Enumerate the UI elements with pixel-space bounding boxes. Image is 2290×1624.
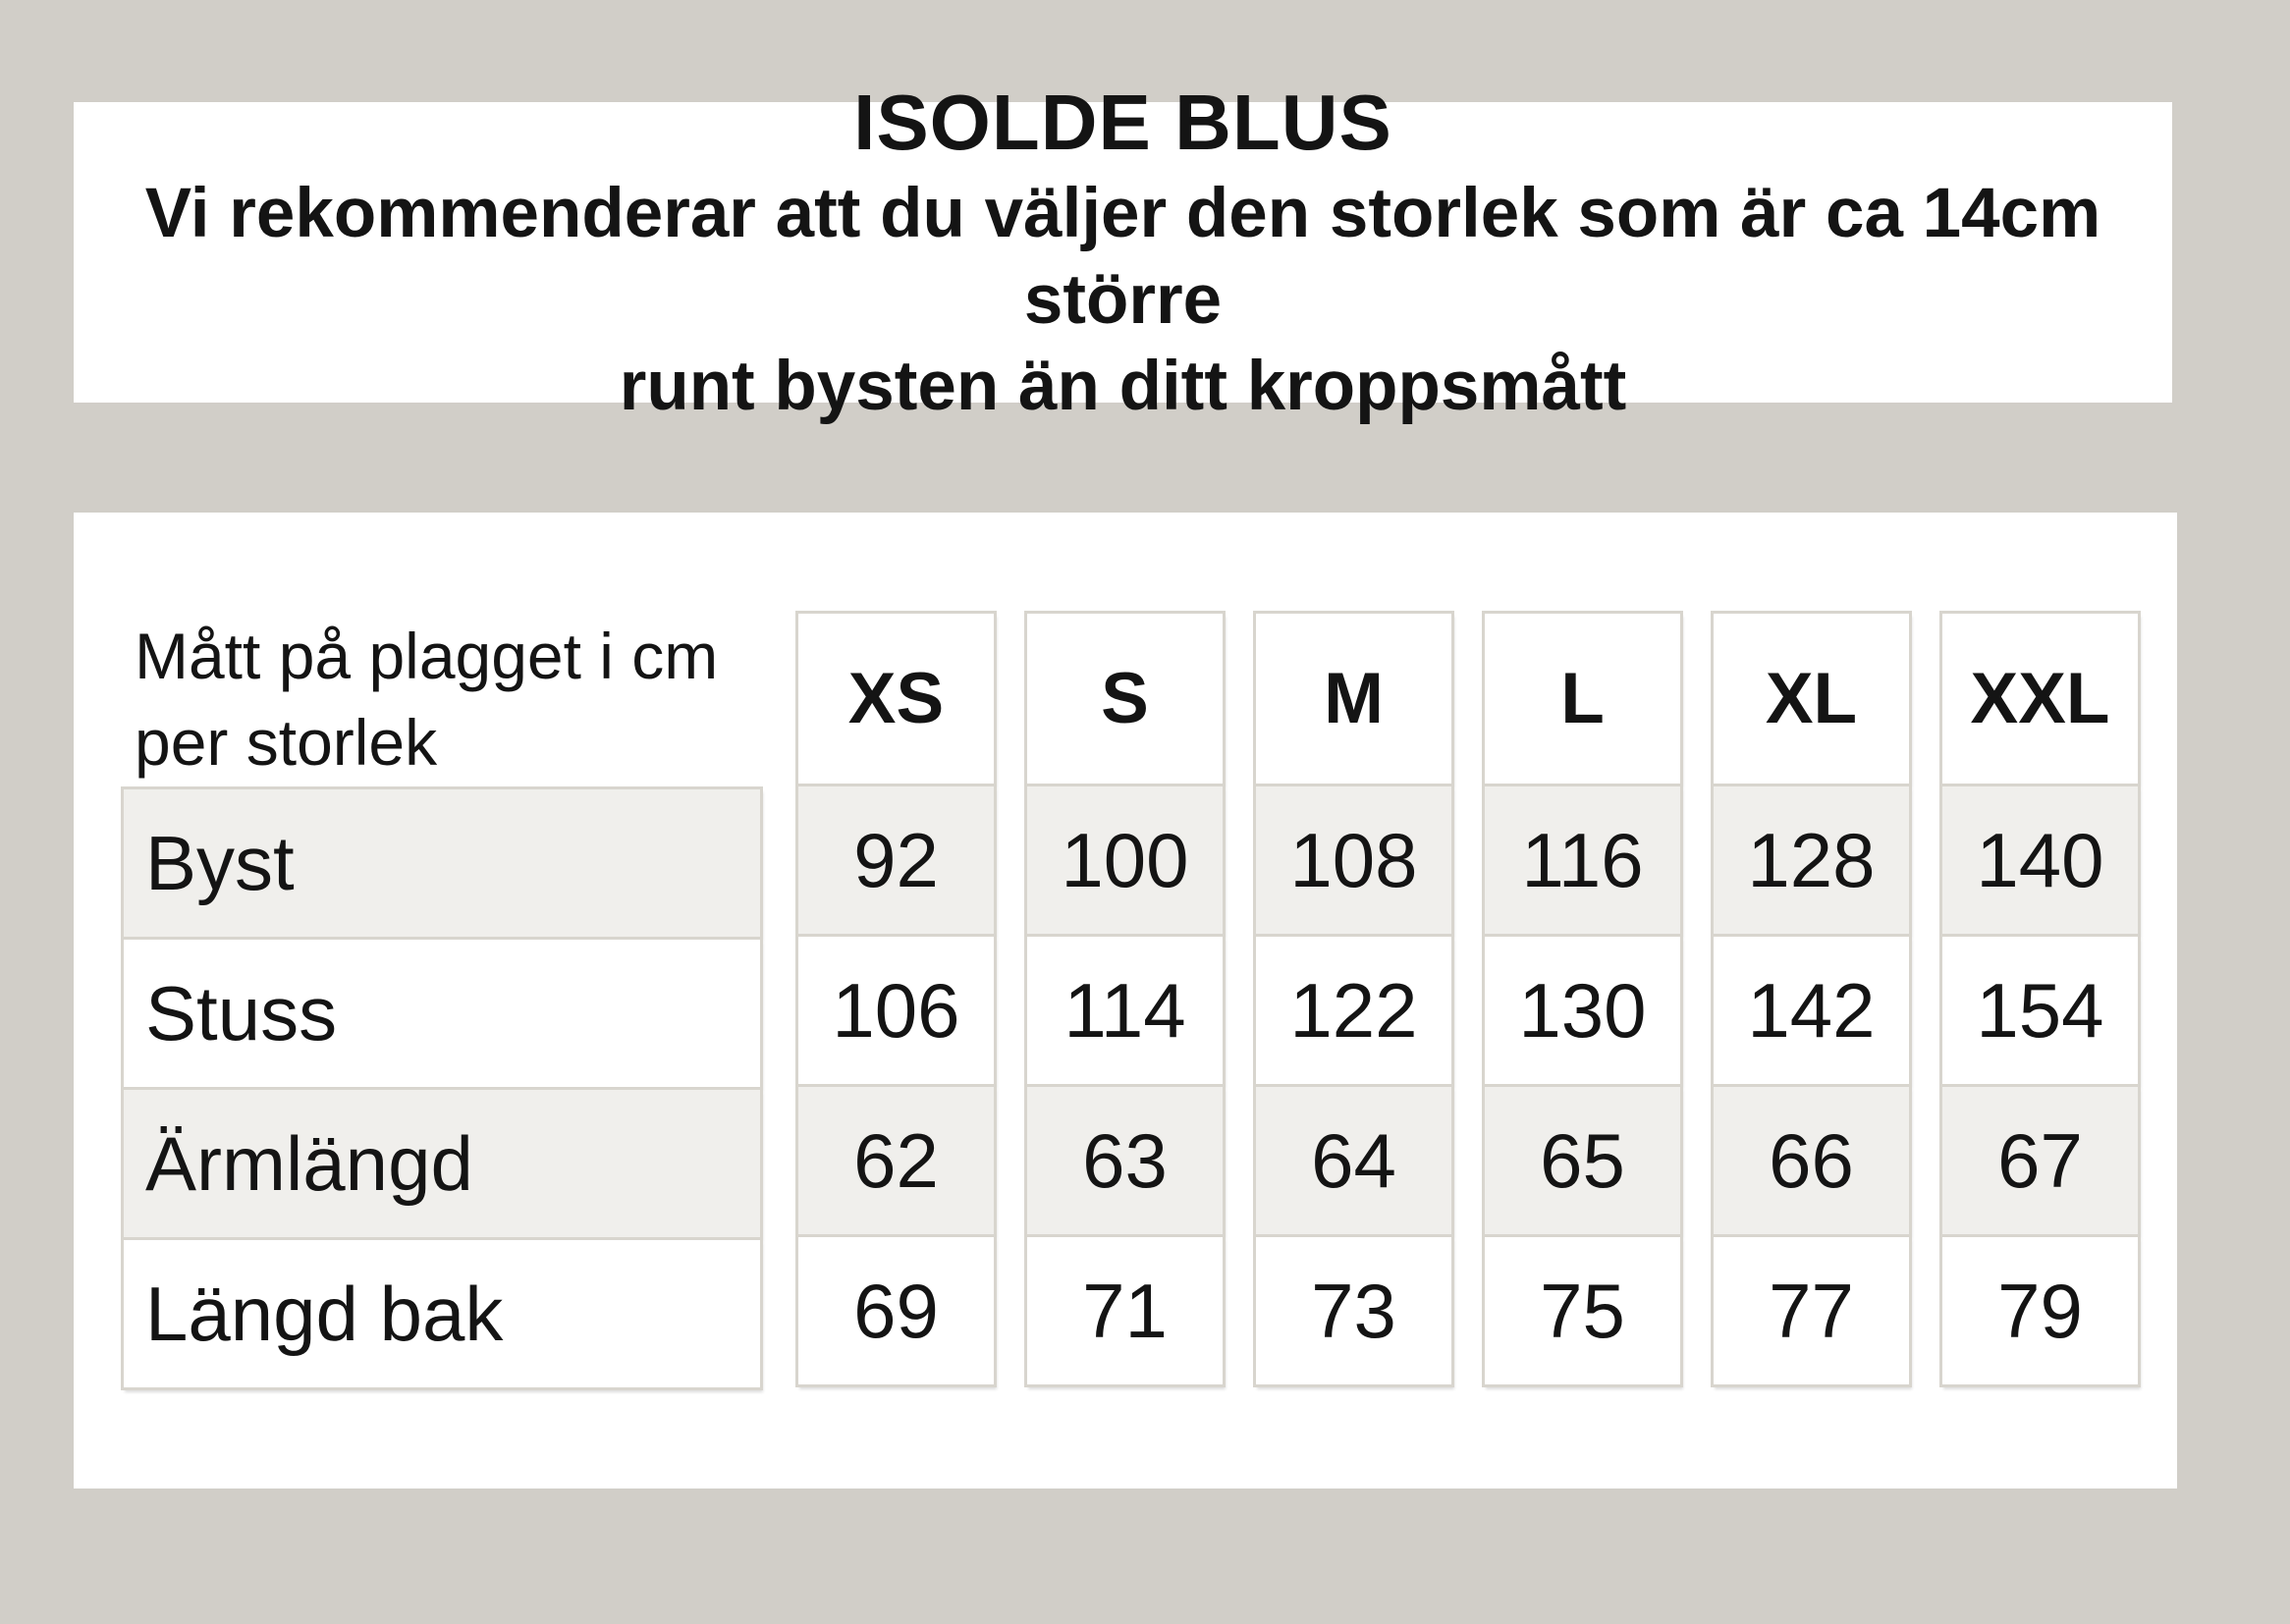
- value-armlangd-s: 63: [1024, 1084, 1226, 1237]
- size-column-xxl: [1939, 611, 2141, 1387]
- value-langd-bak-m: 73: [1253, 1234, 1454, 1387]
- value-byst-s: 100: [1024, 784, 1226, 937]
- value-byst-m: 108: [1253, 784, 1454, 937]
- size-column-xs: [795, 611, 997, 1387]
- value-armlangd-m: 64: [1253, 1084, 1454, 1237]
- value-armlangd-xl: 66: [1711, 1084, 1912, 1237]
- value-armlangd-xxl: 67: [1939, 1084, 2141, 1237]
- value-stuss-l: 130: [1482, 934, 1683, 1087]
- value-byst-l: 116: [1482, 784, 1683, 937]
- value-langd-bak-s: 71: [1024, 1234, 1226, 1387]
- size-column-m: [1253, 611, 1454, 1387]
- value-langd-bak-l: 75: [1482, 1234, 1683, 1387]
- value-stuss-s: 114: [1024, 934, 1226, 1087]
- size-header-s: S: [1024, 611, 1226, 786]
- value-byst-xxl: 140: [1939, 784, 2141, 937]
- value-stuss-xl: 142: [1711, 934, 1912, 1087]
- product-title: ISOLDE BLUS: [853, 79, 1392, 166]
- size-table-panel: [74, 513, 2177, 1489]
- size-column-l: [1482, 611, 1683, 1387]
- value-stuss-m: 122: [1253, 934, 1454, 1087]
- value-armlangd-l: 65: [1482, 1084, 1683, 1237]
- recommendation-line-1: Vi rekommenderar att du väljer den storlek som är ca 14cm större: [144, 175, 2101, 339]
- row-label-stuss: Stuss: [121, 937, 763, 1090]
- size-header-xs: XS: [795, 611, 997, 786]
- value-langd-bak-xs: 69: [795, 1234, 997, 1387]
- size-header-m: M: [1253, 611, 1454, 786]
- row-label-langd-bak: Längd bak: [121, 1237, 763, 1390]
- header-note-panel: [74, 79, 2172, 425]
- table-caption-line-2: per storlek: [135, 705, 438, 779]
- size-header-l: L: [1482, 611, 1683, 786]
- table-caption-line-1: Mått på plagget i cm: [135, 619, 719, 692]
- value-stuss-xs: 106: [795, 934, 997, 1087]
- row-label-armlangd: Ärmlängd: [121, 1087, 763, 1240]
- row-label-byst: Byst: [121, 786, 763, 940]
- recommendation-line-2: runt bysten än ditt kroppsmått: [619, 348, 1627, 425]
- size-header-xxl: XXL: [1939, 611, 2141, 786]
- table-caption: [121, 611, 763, 786]
- value-langd-bak-xl: 77: [1711, 1234, 1912, 1387]
- size-header-xl: XL: [1711, 611, 1912, 786]
- measurement-label-column: [121, 611, 763, 1390]
- value-stuss-xxl: 154: [1939, 934, 2141, 1087]
- value-langd-bak-xxl: 79: [1939, 1234, 2141, 1387]
- value-armlangd-xs: 62: [795, 1084, 997, 1237]
- size-column-s: [1024, 611, 1226, 1387]
- value-byst-xl: 128: [1711, 784, 1912, 937]
- value-byst-xs: 92: [795, 784, 997, 937]
- size-column-xl: [1711, 611, 1912, 1387]
